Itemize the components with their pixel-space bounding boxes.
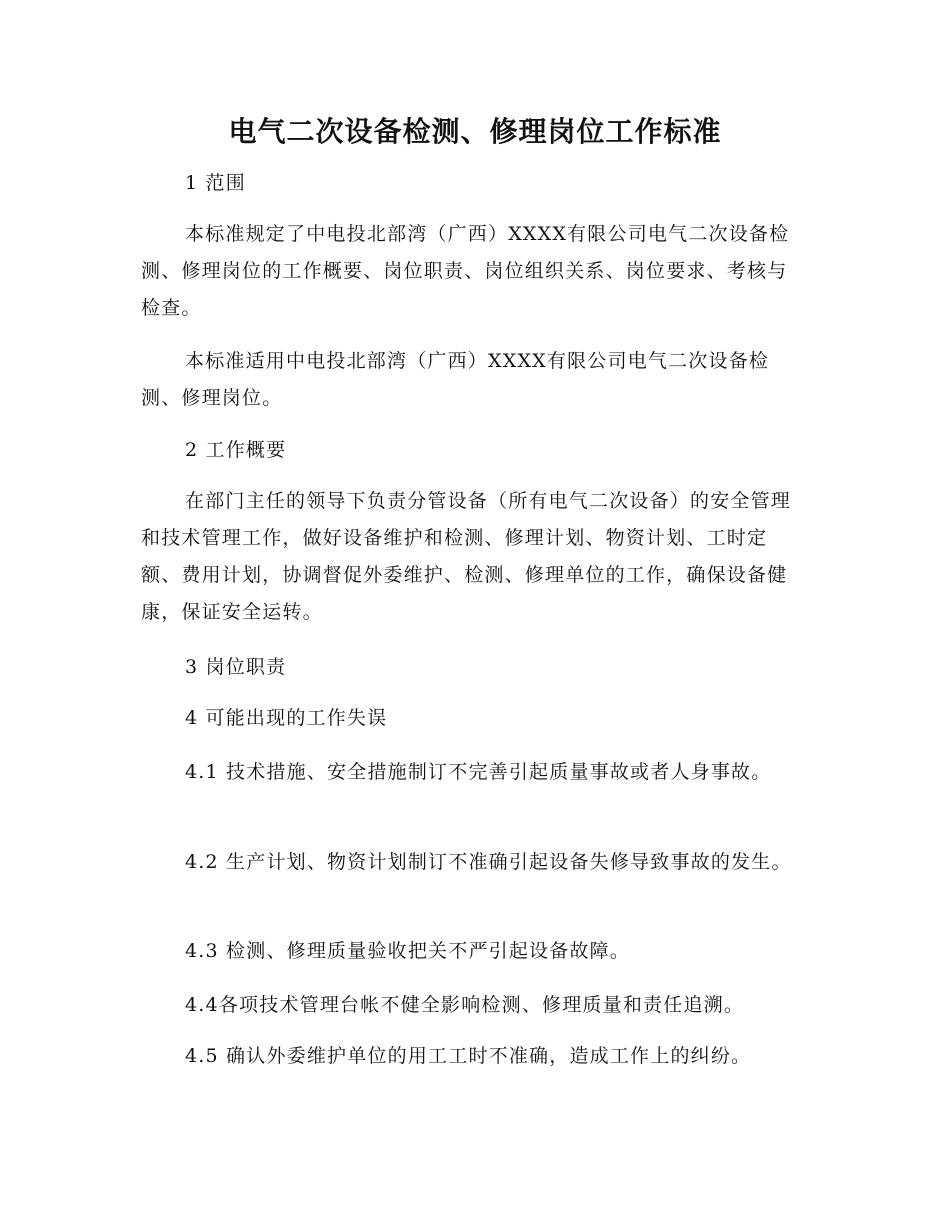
section-heading-scope: 1 范围 (185, 172, 246, 194)
list-item-error-4-1: 4.1 技术措施、安全措施制订不完善引起质量事故或者人身事故。 (185, 761, 772, 783)
paragraph-overview: 在部门主任的领导下负责分管设备（所有电气二次设备）的安全管理和技术管理工作，做好设备维护和检测、修理计划、物资计划、工时定额、费用计划，协调督促外委维护、检测、修理单位的工作，确保设备健康，保证安全运转。 (141, 490, 792, 623)
list-item-error-4-5: 4.5 确认外委维护单位的用工工时不准确，造成工作上的纠纷。 (185, 1045, 752, 1067)
paragraph-scope-applicability: 本标准适用中电投北部湾（广西）XXXX有限公司电气二次设备检测、修理岗位。 (141, 350, 770, 409)
section-heading-overview: 2 工作概要 (185, 439, 287, 461)
paragraph-scope-definition: 本标准规定了中电投北部湾（广西）XXXX有限公司电气二次设备检测、修理岗位的工作概要、岗位职责、岗位组织关系、岗位要求、考核与检查。 (141, 223, 790, 319)
list-item-error-4-3: 4.3 检测、修理质量验收把关不严引起设备故障。 (185, 940, 631, 962)
list-item-error-4-4: 4.4各项技术管理台帐不健全影响检测、修理质量和责任追溯。 (185, 994, 745, 1016)
document-title: 电气二次设备检测、修理岗位工作标准 (228, 115, 722, 148)
section-heading-possible-errors: 4 可能出现的工作失误 (185, 707, 388, 729)
section-heading-duties: 3 岗位职责 (185, 656, 287, 678)
list-item-error-4-2: 4.2 生产计划、物资计划制订不准确引起设备失修导致事故的发生。 (185, 851, 792, 873)
